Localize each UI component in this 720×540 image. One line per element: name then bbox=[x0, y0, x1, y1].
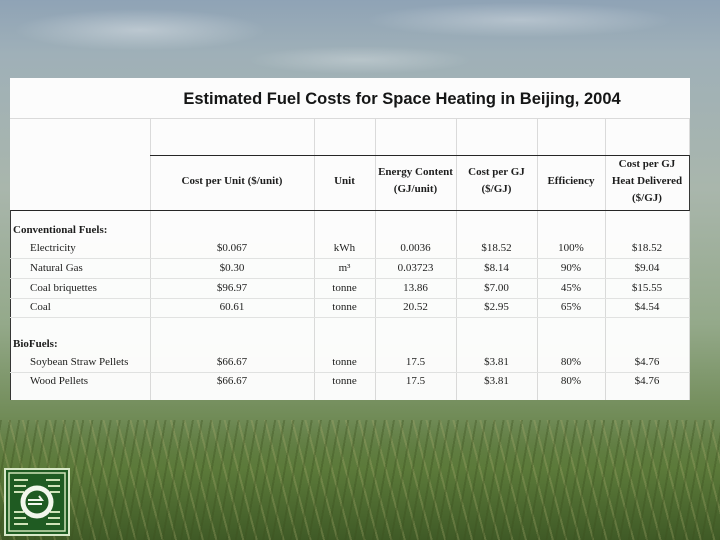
header-cost-delivered-line3: ($/GJ) bbox=[632, 192, 662, 204]
row-energy: 17.5 bbox=[405, 356, 426, 368]
row-unit: tonne bbox=[332, 282, 357, 294]
header-cost-delivered bbox=[605, 156, 689, 207]
header-energy-content-line1: Energy Content bbox=[378, 166, 453, 178]
row-divider bbox=[10, 372, 690, 373]
row-delivered: $15.55 bbox=[631, 282, 663, 294]
sky-background bbox=[0, 0, 720, 90]
recycle-logo-icon bbox=[4, 468, 70, 536]
row-energy: 20.52 bbox=[403, 301, 428, 313]
header-efficiency: Efficiency bbox=[547, 175, 595, 187]
header-unit: Unit bbox=[334, 175, 355, 187]
row-energy: 13.86 bbox=[403, 282, 428, 294]
row-cost: $96.97 bbox=[216, 282, 248, 294]
row-unit: tonne bbox=[332, 375, 357, 387]
header-cost-delivered-line2: Heat Delivered bbox=[611, 175, 683, 187]
row-cost-gj: $3.81 bbox=[484, 356, 509, 368]
row-cost-gj: $7.00 bbox=[484, 282, 509, 294]
row-efficiency: 80% bbox=[560, 375, 582, 387]
row-delivered: $9.04 bbox=[634, 262, 660, 274]
grid-line bbox=[10, 118, 690, 119]
header-cost-per-gj-line2: ($/GJ) bbox=[481, 183, 512, 195]
row-delivered: $18.52 bbox=[631, 242, 663, 254]
row-cost: $0.30 bbox=[219, 262, 245, 274]
row-cost-gj: $3.81 bbox=[484, 375, 509, 387]
row-cost-gj: $8.14 bbox=[484, 262, 509, 274]
fuel-cost-table-panel bbox=[10, 78, 690, 400]
row-name: Natural Gas bbox=[30, 262, 83, 274]
row-name: Coal bbox=[30, 301, 51, 313]
row-unit: kWh bbox=[333, 242, 356, 254]
row-divider bbox=[10, 278, 690, 279]
header-energy-content-line2: (GJ/unit) bbox=[393, 183, 438, 195]
table-title: Estimated Fuel Costs for Space Heating in Beijing, 2004 bbox=[183, 90, 621, 108]
row-unit: tonne bbox=[332, 356, 357, 368]
row-divider bbox=[10, 298, 690, 299]
row-energy: 0.03723 bbox=[397, 262, 434, 274]
row-efficiency: 90% bbox=[560, 262, 582, 274]
row-name: Soybean Straw Pellets bbox=[30, 356, 129, 368]
row-energy: 17.5 bbox=[405, 375, 426, 387]
row-efficiency: 80% bbox=[560, 356, 582, 368]
row-unit: tonne bbox=[332, 301, 357, 313]
row-unit: m³ bbox=[338, 262, 351, 274]
row-energy: 0.0036 bbox=[400, 242, 431, 254]
group-label-conventional: Conventional Fuels: bbox=[13, 224, 108, 236]
row-cost: $66.67 bbox=[216, 375, 248, 387]
header-right-border bbox=[689, 155, 690, 211]
row-name: Electricity bbox=[30, 242, 76, 254]
row-cost-gj: $2.95 bbox=[484, 301, 509, 313]
row-cost: 60.61 bbox=[219, 301, 245, 313]
recycle-logo-graphic bbox=[6, 470, 68, 534]
header-energy-content bbox=[375, 164, 456, 198]
row-efficiency: 65% bbox=[560, 301, 582, 313]
header-cost-per-gj bbox=[456, 164, 537, 198]
row-cost-gj: $18.52 bbox=[481, 242, 512, 254]
row-divider bbox=[10, 317, 690, 318]
row-efficiency: 100% bbox=[558, 242, 584, 254]
row-cost: $66.67 bbox=[216, 356, 248, 368]
row-delivered: $4.54 bbox=[634, 301, 660, 313]
row-name: Wood Pellets bbox=[30, 375, 89, 387]
header-bottom-rule bbox=[10, 210, 690, 211]
grass-field-background bbox=[0, 420, 720, 540]
row-divider bbox=[10, 258, 690, 259]
row-cost: $0.067 bbox=[216, 242, 248, 254]
header-cost-delivered-line1: Cost per GJ bbox=[618, 158, 676, 170]
row-delivered: $4.76 bbox=[634, 356, 660, 368]
row-efficiency: 45% bbox=[560, 282, 582, 294]
group-label-biofuels: BioFuels: bbox=[13, 338, 58, 350]
row-name: Coal briquettes bbox=[30, 282, 97, 294]
row-delivered: $4.76 bbox=[634, 375, 660, 387]
header-cost-per-gj-line1: Cost per GJ bbox=[468, 166, 525, 178]
header-cost-per-unit: Cost per Unit ($/unit) bbox=[181, 175, 283, 187]
